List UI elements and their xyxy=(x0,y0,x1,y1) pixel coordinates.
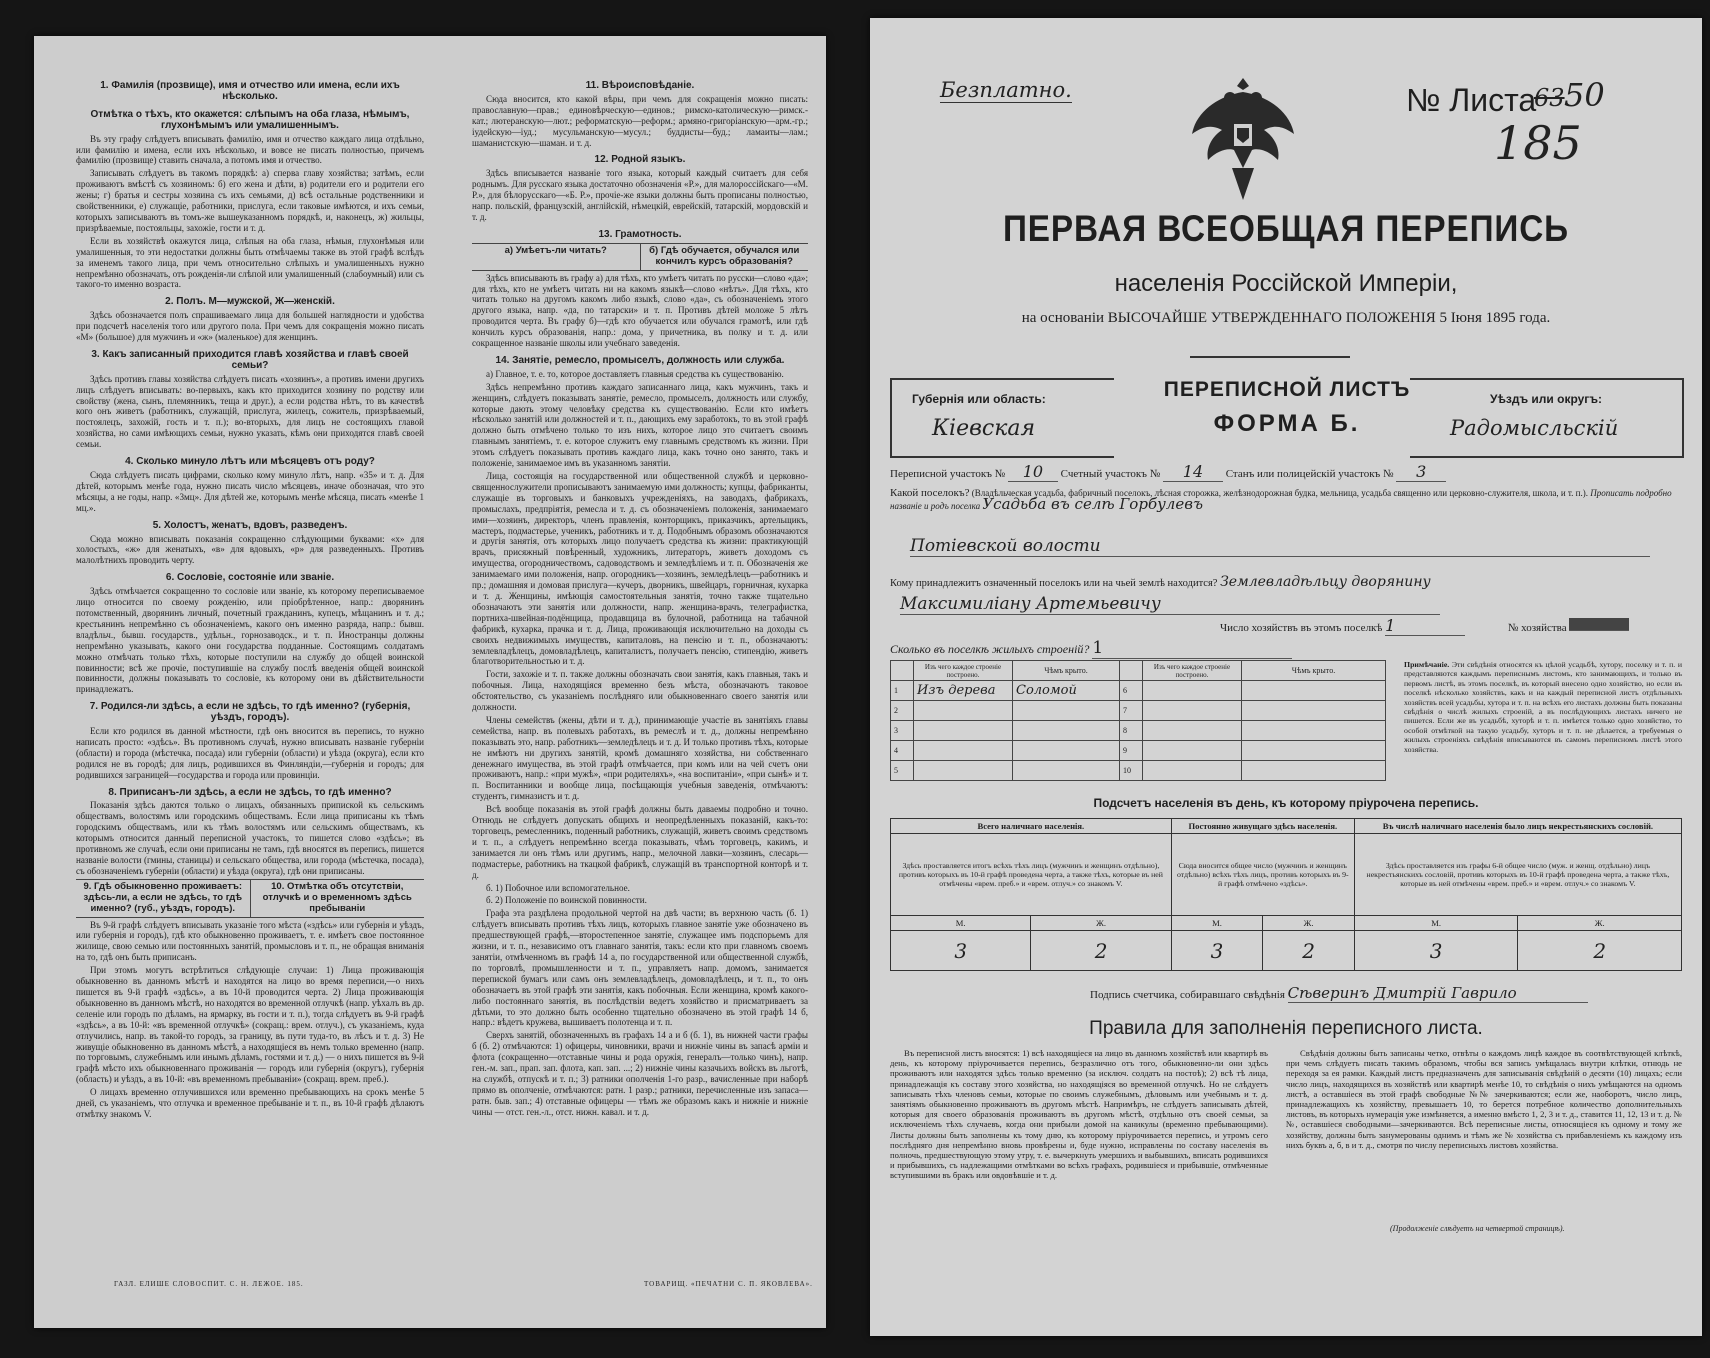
district-label: Уѣздъ или округъ: xyxy=(1490,392,1603,406)
pop-women-header: Ж. xyxy=(1518,916,1682,931)
pop-permanent-women[interactable]: 2 xyxy=(1263,931,1355,971)
empty-cell[interactable] xyxy=(1143,701,1242,721)
buildings-header-roof-1: Чѣмъ крыто. xyxy=(1013,661,1120,681)
rules-left-column: Въ переписной листъ вносятся: 1) всѣ находящіеся на лицо въ данномъ хозяйствѣ или квартирѣ въ день, къ которому пріурочивается перепись, безразлично отъ того, обыкновенно-ли они здѣсь проживаютъ или находятся здѣсь только временно (за исключ. солдатъ на постоѣ); 2) всѣ тѣ лица, принадлежащія къ составу этого хозяйства, но находящіяся во временной отлучкѣ. Но не слѣдуетъ записывать тѣхъ членовъ семьи, которые по своимъ служебнымъ, дѣловымъ или учебнымъ и т. д. занятіямъ обыкновенно проживаютъ въ другомъ мѣстѣ. Напримѣръ, не слѣдуетъ записывать дѣтей, которыя для своего образованія проживаютъ въ другомъ мѣстѣ, отдѣльно отъ своей семьи, за исключеніемъ тѣхъ случаевъ, когда они прибыли домой на каникулы (временно пребывающими). Листы должны быть заполнены къ тому дню, къ которому пріурочивается перепись, и утромъ сего послѣдняго дня непремѣнно вновь провѣрены и, буде нужно, исправлены по составу населенія въ полночь, предшествующую этому утру, т. е. вычеркнуть умершихъ и выбывшихъ, вписать родившихся и прибывшихъ, съ надлежащими отмѣтками во всѣхъ графахъ, родившіеся и прибывшіе, отмѣченные вступившими въ бракъ или овдовѣвшіе и т. д. xyxy=(890,1048,1268,1181)
pop-head-noncrestian: Въ числѣ наличнаго населенія было лицъ некрестьянскихъ сословій. xyxy=(1354,819,1681,834)
households-line xyxy=(1220,616,1629,636)
instruction-paragraph: Показанія здѣсь даются только о лицахъ, обязанныхъ припиской къ сельскимъ обществамъ, волостямъ или городскимъ обществамъ. Если лица приписаны къ тѣмъ городскимъ обществамъ, или къ тѣмъ волостямъ или сельскимъ обществамъ, къ которымъ относится данный переписной участокъ, то пишется слово «здѣсь»; въ противномъ же случаѣ, если они приписаны не тамъ, гдѣ вносятся въ перепись, пишется названіе волости (гмины, станицы) и сельскаго общества, или города (мѣстечка, посада), съ обозначеніемъ губерніи (области) и уѣзда (округа), гдѣ они приписаны. xyxy=(76,800,424,876)
printer-imprint-left: ГАЗЛ. ЕЛИШЕ СЛОВОСПИТ. С. Н. ЛЕЖОЕ. 185. xyxy=(114,1280,304,1288)
column-subheaders xyxy=(472,243,808,271)
pop-head-permanent: Постоянно живущаго здѣсь населенія. xyxy=(1171,819,1354,834)
pop-permanent-men[interactable]: 3 xyxy=(1171,931,1263,971)
rules-right-column: Свѣдѣнія должны быть записаны четко, отвѣты о каждомъ лицѣ каждое въ соотвѣтствующей клѣткѣ, при чемъ слѣдуетъ писать такимъ образомъ, чтобы вся запись умѣщалась внутри клѣтки, отнюдь не переходя за ея рамки. Каждый листъ предназначенъ для записыванія свѣдѣній о десяти (10) лицахъ; если число лицъ, находящихся въ хозяйствѣ или квартирѣ менѣе 10, то свѣдѣнія о нихъ умѣщаются на одномъ листѣ, а оставшіеся въ этой графѣ свободные №№ зачеркиваются; если же, наоборотъ, число лицъ, принадлежащихъ къ хозяйству, превышаетъ 10, то берется потребное количество дополнительныхъ листовъ, въ которыхъ нумерація уже измѣняется, а именно вмѣсто 1, 2, 3 и т. д., ставится 11, 12, 13 и т. д. №№, оставшіеся свободными—зачеркиваются. Всѣ переписные листы, относящіеся къ одному и тому же хозяйству, должны быть занумерованы однимъ и тѣмъ же № хозяйства съ прибавленіемъ къ каждому изъ нихъ буквъ а, б, в и т. д., смотря по числу переписныхъ листовъ хозяйства. xyxy=(1286,1048,1682,1150)
instruction-heading: 8. Приписанъ-ли здѣсь, а если не здѣсь, то гдѣ именно? xyxy=(108,786,392,798)
settlement-hint: (Владѣльческая усадьба, фабричный поселокъ, лѣсная сторожка, желѣзнодорожная будка, мельница, усадьба священно или церковно-служителя, школа, и т. п.). xyxy=(971,488,1588,498)
table-row-number: 4 xyxy=(891,741,914,761)
instruction-heading: 12. Родной языкъ. xyxy=(594,154,686,166)
pop-noncrestian-men[interactable]: 3 xyxy=(1354,931,1518,971)
households-label: Число хозяйствъ въ этомъ поселкѣ xyxy=(1220,622,1383,634)
settlement-block xyxy=(890,488,1680,512)
printer-imprint-right: ТОВАРИЩ. «ПЕЧАТНИ С. П. ЯКОВЛЕВА». xyxy=(644,1280,813,1288)
buildings-value[interactable]: 1 xyxy=(1092,638,1292,659)
instruction-paragraph: Здѣсь вписывають въ графу а) для тѣхъ, кто умѣетъ читать по русски—слово «да»; для тѣхъ, кто не умѣетъ читать ни на какомъ языкѣ—слово «нѣтъ». Для тѣхъ, кто читать только на другомъ какомъ либо языкѣ, слово «да», съ обозначеніемъ этого другого языка, напр. «да, по татарски» и т. п. Противъ дѣтей моложе 5 лѣтъ проводится черта. Въ графу б)—гдѣ кто обучается или обучался грамотѣ, или гдѣ кончилъ курсъ образованія, напр.: дома, у причетника, въ полку и т. д. или сокращенное названіе школы или учебнаго заведенія. xyxy=(472,272,808,349)
settlement-value-1[interactable]: Усадьба въ селѣ Горбулевъ xyxy=(982,495,1203,513)
buildings-label: Сколько въ поселкѣ жилыхъ строеній? xyxy=(890,642,1090,656)
census-plot-value[interactable]: 10 xyxy=(1008,462,1058,482)
instruction-paragraph: Если кто родился въ данной мѣстности, гдѣ онъ вносится въ перепись, то нужно написать просто: «здѣсь». Въ противномъ случаѣ, нужно вписывать названіе губерніи (области) и города (мѣстечка, посада) или губерніи (области) и уѣзда (округа), если кто родился не въ городѣ; для лицъ, родившихся въ Финляндіи,—губернія и городъ; для родившихся заграницей—государства и города или провинціи. xyxy=(76,726,424,780)
instruction-paragraph: Гости, захожіе и т. п. также должны обозначать свои занятія, какъ главныя, такъ и побочныя. Лица, находящіяся временно безъ мѣста, обозначаютъ таковое обстоятельство, съ указаніемъ послѣдняго или обыкновеннаго своего занятія или должности. xyxy=(472,669,808,713)
settlement-hint-2: Прописать подробно названіе и родъ поселка xyxy=(890,488,1672,511)
counting-plot-value[interactable]: 14 xyxy=(1163,462,1223,482)
instruction-paragraph: Здѣсь отмѣчается сокращенно то сословіе или званіе, къ которому переписываемое лицо относится по своему рожденію, или пріобрѣтенное, напр.: дворянинъ потомственный, дворянинъ личный, почетный гражданинъ, купецъ, мѣщанинъ и т. д.; крестьянинъ непремѣнно съ обозначеніемъ, какого онъ именно разряда, напр.: бывш. владѣльч., бывш. государств., удѣльн., горнозаводск., и т. п. Иностранцы должны непремѣнно указывать, какого они государства подданные. Состоящимъ солдатамъ можно отмѣчать только тѣхъ, которые поступили на службу до общей воинской повинности; всѣ же прочіе, поступившіе на службу послѣ введенія общей воинской повинности, должны показывать то сословіе, къ которому они въ дѣйствительности принадлежатъ. xyxy=(76,586,424,695)
column-subheader: 9. Гдѣ обыкновенно проживаетъ: здѣсь-ли, а если не здѣсь, то гдѣ именно? (губ., уѣздъ, городъ). xyxy=(83,880,243,914)
instruction-paragraph: Сверхъ занятій, обозначенныхъ въ графахъ 14 а и б (б. 1), въ нижней части графы б (б. 2) отмѣчаются: 1) офицеры, чиновники, врачи и нижніе чины въ запасѣ армiи и флота (сокращенно—отставные чины и рода оружія, генералъ—только чинъ), напр. ген.-м. зап., прап. зап. флота, кап. зап. ...; 2) нижніе чины казачьихъ войскъ въ льготѣ, на службѣ, отпускѣ и т. п.; 3) ратники ополченія 1-го разр., вачисленные при наборѣ прямо въ ополченіе, отмѣчаются: ратн. 1 разр.; ратники, перечисленные изъ запаса—ратн. быв. зап.; 4) отставные офицеры — тѣмъ же образомъ какъ и нижніе и нижніе чины — отст. ген.-л., отст. нижн. кавал. и т. д. xyxy=(472,1030,808,1117)
instruction-paragraph: Если въ хозяйствѣ окажутся лица, слѣпыя на оба глаза, нѣмыя, глухонѣмыя или умалишенныя, то эти недостатки должны быть отмѣчаемы также въ этой графѣ вслѣдъ за именемъ такого лица, при чемъ относительно слѣпыхъ и умалишенныхъ нужно непремѣнно обозначать, отъ рожденія-ли слѣпой или умалишенный (слабоумный) или съ такого-то именно возраста. xyxy=(76,235,424,290)
instruction-heading: 14. Занятіе, ремесло, промыселъ, должность или служба. xyxy=(495,354,785,366)
empty-cell[interactable] xyxy=(1013,701,1120,721)
empty-cell[interactable] xyxy=(1143,741,1242,761)
table-row-number: 1 xyxy=(891,681,914,701)
plots-line xyxy=(890,462,1446,482)
household-number-label: № хозяйства xyxy=(1507,622,1567,634)
settlement-label: Какой поселокъ? xyxy=(890,487,970,499)
stan-label: Станъ или полицейскій участокъ № xyxy=(1225,468,1394,480)
instruction-paragraph: Всѣ вообще показанія въ этой графѣ должны быть даваемы подробно и точно. Отнюдь не слѣдуетъ допускать общихъ и неопредѣленныхъ показаній, какъ-то: торговецъ, ремесленникъ, поденный работникъ, служащій, живетъ своимъ средствомъ и т. п., а слѣдуетъ непремѣнно всегда показывать, чѣмъ торговецъ, какимъ, и занимается ли онъ тѣмъ или другимъ, напр., мелочной лавки—хозяинъ, слесарь—подмастерье, работникъ на ткацкой фабрикѣ, служащій въ транспортной конторѣ и т. д. xyxy=(472,804,808,880)
sheet-number-struck: 63 xyxy=(1534,84,1565,112)
building-roof-cell[interactable]: Соломой xyxy=(1013,681,1120,701)
buildings-header-material-2: Изъ чего каждое строеніе построено. xyxy=(1143,661,1242,681)
pop-men-header: М. xyxy=(1171,916,1263,931)
column-subheaders xyxy=(76,879,424,918)
empty-cell[interactable] xyxy=(1013,761,1120,781)
empty-cell[interactable] xyxy=(914,721,1013,741)
sheet-type-title: ПЕРЕПИСНОЙ ЛИСТЪ xyxy=(1163,378,1411,401)
free-stamp: Безплатно. xyxy=(940,78,1072,102)
instruction-paragraph: При этомъ могутъ встрѣтиться слѣдующіе случаи: 1) Лица проживающія обыкновенно въ данномъ мѣстѣ и находятся на лицо во время переписи,—о нихъ пишется въ 9-й графѣ «здѣсь», а въ 10-й проводится черта. 2) Лица проживающія обыкновенно въ данномъ мѣстѣ, но находятся во временной отлучкѣ (напр. уѣхалъ въ др. селеніе или городъ по дѣламъ, на ярмарку, въ гости и т. п.), тогда слѣдуетъ въ 9-й графѣ «здѣсь», а въ 10-й: «въ временной отлучкѣ» (сокращ.: врем. отлуч.), съ указаніемъ, куда отлучились, напр. въ такой-то городъ, за границу, въ пути туда-то, въ лѣсъ и т. д. 3) Не живущіе обыкновенно въ данномъ мѣстѣ, а находящіеся въ немъ только временно (напр. по торговымъ, служебнымъ или инымъ дѣламъ, гостями и т. д.) — о нихъ пишется въ 9-й графѣ мѣсто ихъ обыкновеннаго проживанія — городъ или губернія (округъ), губернія (область) и уѣздъ, а въ 10-й: «въ временномъ пребываніи» (сокращ. врем. преб.). xyxy=(76,965,424,1085)
instruction-paragraph: О лицахъ временно отлучившихся или временно пребывающихъ на срокъ менѣе 5 дней, съ указаніемъ, что отлучка и временное пребываніе и т. п., въ 10-й графѣ дѣлаютъ отмѣтку знакомъ V. xyxy=(76,1087,424,1119)
form-legal-basis: на основаніи ВЫСОЧАЙШЕ УТВЕРЖДЕННАГО ПОЛОЖЕНІЯ 5 Іюня 1895 года. xyxy=(1021,310,1551,326)
empty-cell[interactable] xyxy=(914,741,1013,761)
pop-men-header: М. xyxy=(1354,916,1518,931)
instruction-paragraph: б. 1) Побочное или вспомогательное. xyxy=(486,882,630,893)
empty-cell[interactable] xyxy=(1242,701,1386,721)
sheet-form-b: ФОРМА Б. xyxy=(1213,410,1361,437)
settlement-value-2[interactable]: Потіевской волости xyxy=(910,536,1650,557)
table-row-number: 5 xyxy=(891,761,914,781)
signature-value[interactable]: Сѣверинъ Дмитрій Гаврило xyxy=(1288,984,1588,1003)
empty-cell[interactable] xyxy=(1143,761,1242,781)
pop-women-header: Ж. xyxy=(1031,916,1171,931)
buildings-table xyxy=(890,660,1386,781)
column-subheader: б) Гдѣ обучается, обучался или кончилъ курсъ образованія? xyxy=(640,244,809,270)
table-row-number: 10 xyxy=(1120,761,1143,781)
instruction-heading: 13. Грамотность. xyxy=(598,228,682,240)
instruction-paragraph: Графа эта раздѣлена продольной чертой на двѣ части; въ верхнюю часть (б. 1) слѣдуетъ вписывать противъ тѣхъ лицъ, которыхъ главное занятіе уже обозначено въ предшествующей графѣ,—второстепенное занятіе, служащее имъ подспорьемъ для жизни, и т. п., независимо отъ главнаго занятія, такъ: если кто при главномъ своемъ занятіи, отмѣченномъ въ графѣ 14 а, по государственной или общественной службѣ, по торговлѣ, промышленности и т. п., управляетъ напр. домомъ, занимается перепиской бумагъ или самъ онъ землевладѣлецъ, домовладѣлецъ, и т. п., то онъ обозначаетъ въ этой графѣ эти занятія, какъ побочныя. Если женщина, кромѣ какого-либо постояннаго занятія, въ послѣдствіи ведетъ хозяйство и присматриваетъ за дѣтьми, то это должно быть особенно тщательно обозначено въ этой графѣ 14 б, напр.: вѣдетъ кружева, вышиваетъ полотенца и т. п. xyxy=(472,908,808,1028)
rules-title: Правила для заполненія переписного листа. xyxy=(1089,1018,1483,1039)
province-value[interactable]: Кіевская xyxy=(932,416,1036,441)
owner-value-2[interactable]: Максимиліану Артемьевичу xyxy=(900,594,1440,615)
instruction-heading: 5. Холостъ, женатъ, вдовъ, разведенъ. xyxy=(152,519,348,531)
household-number-value[interactable] xyxy=(1569,618,1629,631)
empty-cell[interactable] xyxy=(1013,741,1120,761)
pop-women-header: Ж. xyxy=(1263,916,1355,931)
buildings-note xyxy=(1404,660,1682,754)
instruction-heading: 2. Полъ. М—мужской, Ж—женскій. xyxy=(165,296,335,308)
census-plot-label: Переписной участокъ № xyxy=(890,468,1006,480)
population-count-title: Подсчетъ населенія въ день, къ которому пріурочена перепись. xyxy=(1093,796,1479,810)
instruction-paragraph: Здѣсь противъ главы хозяйства слѣдуетъ писать «хозяинъ», а противъ имени другихъ лицъ слѣдуетъ вписывать: во-первыхъ, какъ кто приходится хозяину по родству или свойству (жена, сынъ, племянникъ, теща и друг.), а если родства нѣтъ, то въ качествѣ кого онъ живетъ (работникъ, служащій, прислуга, жилецъ, сожитель, призрѣваемый, постоялецъ, захожій, гость и т. п.); во-вторыхъ, для лицъ не состоящихъ главой хозяйства, но сами имѣющихъ семьи, нужно указать, кѣмъ они приходятся главѣ своей семьи. xyxy=(76,373,424,450)
empty-cell[interactable] xyxy=(1242,741,1386,761)
column-subheader: 10. Отмѣтка объ отсутствіи, отлучкѣ и о временномъ здѣсь пребываніи xyxy=(250,880,425,917)
instruction-paragraph: Записывать слѣдуетъ въ такомъ порядкѣ: а) сперва главу хозяйства; затѣмъ, если проживаютъ вмѣстѣ съ хозяиномъ: б) его жена и дѣти, в) родители его и родители его жены; г) братья и сестры хозяина съ ихъ семьями, д) всѣ остальные родственники и свойственники, е) служащіе, работники, прислуга, если таковые имѣются, и ихъ семьи, которыхъ записываютъ въ томъ-же вышеуказанномъ порядкѣ, и, наконецъ, ж) жильцы, призрѣваемые, постояльцы, захожіе, гости и т. д. xyxy=(76,168,424,233)
signature-label: Подпись счетчика, собиравшаго свѣдѣнія xyxy=(1090,989,1285,1001)
empty-cell[interactable] xyxy=(914,701,1013,721)
households-value[interactable]: 1 xyxy=(1385,616,1465,636)
sheet-number-secondary: 185 xyxy=(1494,116,1582,170)
form-subtitle: населенія Россійской Имперіи, xyxy=(1114,270,1458,297)
instruction-paragraph: Сюда можно вписывать показанія сокращенно слѣдующими буквами: «х» для холостыхъ, «ж» для женатыхъ, «в» для вдовыхъ, «р» для разведенныхъ. Противъ малолѣтнихъ проводить черту. xyxy=(76,533,424,566)
building-material-cell[interactable]: Изъ дерева xyxy=(914,681,1013,701)
sheet-number-value: 50 xyxy=(1564,76,1605,114)
note-title: Примѣчаніе. xyxy=(1404,660,1450,669)
empty-cell[interactable] xyxy=(914,761,1013,781)
sheet-number-label: № Листа xyxy=(1406,82,1537,118)
double-eagle-emblem xyxy=(1188,72,1298,202)
buildings-header-roof-2: Чѣмъ крыто. xyxy=(1242,661,1386,681)
owner-label: Кому принадлежитъ означенный поселокъ или на чьей землѣ находится? xyxy=(890,578,1218,589)
district-box xyxy=(1410,378,1684,458)
pop-total-men[interactable]: 3 xyxy=(891,931,1031,971)
instruction-paragraph: Въ эту графу слѣдуетъ вписывать фамилію, имя и отчество каждаго лица отдѣльно, или фамилію и имена, если ихъ нѣсколько, и вовсе не писать полностью, причемъ фамилію (прозвище) ставить сначала, а потомъ имя и отчество. xyxy=(76,133,424,166)
province-box xyxy=(890,378,1114,458)
empty-cell[interactable] xyxy=(1013,721,1120,741)
counting-plot-label: Счетный участокъ № xyxy=(1060,468,1161,480)
instruction-heading: 6. Сословіе, состояніе или званіе. xyxy=(165,572,335,584)
province-label: Губернія или область: xyxy=(912,392,1046,406)
pop-text-permanent: Сюда вносится общее число (мужчинъ и женщинъ отдѣльно) всѣхъ тѣхъ лицъ, противъ которыхъ въ 9-й графѣ отмѣчено «здѣсь». xyxy=(1171,834,1354,916)
pop-head-total: Всего наличнаго населенія. xyxy=(891,819,1172,834)
instruction-heading: 4. Сколько минуло лѣтъ или мѣсяцевъ отъ роду? xyxy=(125,456,375,468)
instruction-heading: 3. Какъ записанный приходится главѣ хозяйства и главѣ своей семьи? xyxy=(91,348,409,371)
buildings-header-material-1: Изъ чего каждое строеніе построено. xyxy=(914,661,1013,681)
pop-text-total: Здѣсь проставляется итогъ всѣхъ тѣхъ лицъ (мужчинъ и женщинъ отдѣльно), противъ которыхъ въ 10-й графѣ проведена черта, а также тѣхъ, которые въ ней отмѣчены «врем. преб.» и «врем. отлуч.» со знакомъ V. xyxy=(891,834,1172,916)
table-row-number: 2 xyxy=(891,701,914,721)
instruction-paragraph: Здѣсь вписывается названіе того языка, который каждый считаетъ для себя роднымъ. Для русскаго языка достаточно обозначенія «Р.», для малороссійскаго—«М. Р.», для бѣлорусскаго—«Б. Р.», прочіе-же языки должны быть прописаны полностью, напр. польскій, французскій, англійскій, нѣмецкій, еврейскій, татарскій, мордовскій и т. д. xyxy=(472,168,808,222)
empty-cell[interactable] xyxy=(1242,721,1386,741)
rules-continued: (Продолженіе слѣдуетъ на четвертой страницѣ). xyxy=(1390,1224,1565,1233)
instruction-paragraph: Сюда слѣдуетъ писать цифрами, сколько кому минуло лѣтъ, напр. «35» и т. д. Для дѣтей, которымъ менѣе года, нужно писать число мѣсяцевъ, иначе обозначая, что это мѣсяцы, а не годы, напр. «3мц». Для дѣтей же, которымъ менѣе мѣсяца, писать «менѣе 1 мц.». xyxy=(76,470,424,513)
empty-cell[interactable] xyxy=(1242,681,1386,701)
table-row-number: 3 xyxy=(891,721,914,741)
empty-cell[interactable] xyxy=(1143,721,1242,741)
instruction-heading: Отмѣтка о тѣхъ, кто окажется: слѣпымъ на оба глаза, нѣмымъ, глухонѣмымъ или умалишеннымъ. xyxy=(90,108,410,131)
census-form-page xyxy=(870,18,1702,1336)
table-row-number: 7 xyxy=(1120,701,1143,721)
instruction-paragraph: а) Главное, т. е. то, которое доставляетъ главныя средства къ существованію. xyxy=(486,368,784,379)
table-row-number: 6 xyxy=(1120,681,1143,701)
instruction-paragraph: Лица, состоящія на государственной или общественной службѣ и церковно-священнослужители прописываютъ занимаемую ими должность; купцы, фабриканты, служащіе въ торговыхъ и банковыхъ учрежденіяхъ, на заводахъ, фабрикахъ, промыслахъ, предпріятія, ремесла и т. д. съ обозначеніемъ положенія, занимаемаго ими—хозяинъ, директоръ, членъ правленія, конторщикъ, приказчикъ, артельщикъ, мастеръ, подмастерье, ученикъ, работникъ и т. д. Подобнымъ образомъ обозначаются и другія занятія, отъ которыхъ лицо получаетъ средства къ жизни: практикующій врачъ, присяжный повѣренный, художникъ, литераторъ, живетъ доходомъ съ имущества, огородничествомъ, садоводствомъ и земледѣліемъ и т. п. Обозначенія же занимаемаго ими положенія, напр. огородникъ—хозяинъ, земледѣлецъ—работникъ и пр.; домашняя и домовая прислуга—кучеръ, дворникъ, швейцаръ, горничная, кухарка и т. д. Женщины, имѣющія самостоятельныя занятія, точно также тщательно обозначаютъ эти занятія или должности, напр. женщина-врачъ, телеграфистка, портниха-швейная-подёнщица, продавщица въ булочной, работница на табачной фабрикѣ, кухарка, прачка и т. д. Лица, проживающія исключительно на доходы съ своихъ недвижимыхъ имуществъ, капиталовъ, на пенсію и т. п., обозначаютъ: землевладѣлецъ, домовладѣлецъ, капиталистъ, получаетъ пенсію, стипендію, живетъ благотворительностью и т. д. xyxy=(472,471,808,667)
owner-value-1[interactable]: Землевладѣльцу дворянину xyxy=(1220,574,1431,590)
instruction-paragraph: б. 2) Положеніе по воинской повинности. xyxy=(486,895,647,906)
stan-value[interactable]: 3 xyxy=(1396,462,1446,482)
owner-block xyxy=(890,574,1431,590)
instruction-heading: 11. Вѣроисповѣданіе. xyxy=(585,80,695,91)
pop-men-header: М. xyxy=(891,916,1031,931)
table-row-number: 8 xyxy=(1120,721,1143,741)
pop-text-noncrestian: Здѣсь проставляется изъ графы 6-й общее число (муж. и женщ. отдѣльно) лицъ некрестьянскихъ сословій, противъ которыхъ въ 10-й графѣ проведена черта, а также тѣхъ, которые въ ней отмѣчены «врем. преб.» и «врем. отлуч.» со знакомъ V. xyxy=(1354,834,1681,916)
empty-cell[interactable] xyxy=(1242,761,1386,781)
left-page xyxy=(34,36,826,1328)
title-divider xyxy=(1190,356,1350,358)
column-subheader: а) Умѣетъ-ли читать? xyxy=(504,244,607,256)
buildings-line xyxy=(890,638,1292,659)
instruction-heading: 1. Фамилія (прозвище), имя и отчество или имена, если ихъ нѣсколько. xyxy=(100,80,400,102)
instruction-paragraph: Сюда вносится, кто какой вѣры, при чемъ для сокращенія можно писать: православную—прав.; единовѣрческую—единов.; римско-католическую—римск.-кат.; лютеранскую—лют.; реформатскую—реформ.; армяно-григоріанскую—арм.-гр.; іудейскую—іуд.; мусульманскую—мусул.; буддисты—буд.; ламаиты—лам.; шаманистскую—шаман. и т. д. xyxy=(472,93,808,148)
pop-noncrestian-women[interactable]: 2 xyxy=(1518,931,1682,971)
instruction-paragraph: Члены семействъ (жены, дѣти и т. д.), принимающіе участіе въ занятіяхъ главы семейства, напр. въ полевыхъ работахъ, въ ремеслѣ и т. д., должны непремѣнно показывать это, напр. работникъ—земледѣлецъ и т. д. И только противъ тѣхъ, которые не имѣютъ ни другихъ занятій, кромѣ домашняго хозяйства, ни собственнаго денежнаго имущества, въ этой графѣ отмѣчается, при комъ или на чей счетъ они проживаютъ, напр.: «при мужѣ», «при родителяхъ», «на воспитаніи», «при сынѣ» и т. п. Воспитанники и вообще лица, посѣщающія учебныя заведенія, отмѣчаютъ: студентъ, гимназистъ и т. д. xyxy=(472,714,808,802)
note-text: Эти свѣдѣнія относятся къ цѣлой усадьбѣ, хутору, поселку и т. п. и представляются каждымъ переписнымъ листомъ, кто занимающихъ, и только въ первомъ листѣ, въ этомъ поселкѣ, въ который внесено одно хозяйство, но если въ поселкѣ нѣсколько хозяйствъ, какъ и на каждый переписной листъ отдѣльныхъ хозяйствъ всей усадьбы, хутора и т. п. на всѣхъ его листахъ должны быть показаны свѣдѣнія о числѣ жилыхъ строеній, а въ послѣдующихъ листахъ ничего не пишется. Если же въ усадьбѣ, хуторѣ и т. п. имѣется только одно хозяйство, то особой отмѣткой на такую усадьбу, хуторъ и т. п. не дѣлается, а требуемыя о жилыхъ строеніяхъ свѣдѣнія вписываются въ самомъ переписномъ листѣ этого хозяйства. xyxy=(1404,660,1682,754)
district-value[interactable]: Радомысльскій xyxy=(1450,416,1619,440)
table-row-number: 9 xyxy=(1120,741,1143,761)
population-table xyxy=(890,818,1682,971)
empty-cell[interactable] xyxy=(1143,681,1242,701)
pop-total-women[interactable]: 2 xyxy=(1031,931,1171,971)
instructions-column-2 xyxy=(472,74,808,1120)
instruction-heading: 7. Родился-ли здѣсь, а если не здѣсь, то гдѣ именно? (губернія, уѣздъ, городъ). xyxy=(89,701,411,724)
instruction-paragraph: Въ 9-й графѣ слѣдуетъ вписывать указаніе того мѣста («здѣсь» или губернія и уѣздъ, или губернія и городъ), гдѣ кто обыкновенно проживаетъ, т. е. имѣетъ свое постоянное жилище, свою семью или постоянныхъ занятій, промысловъ и т. п., не обращая вниманія на то, гдѣ онъ быть приписанъ. xyxy=(76,919,424,963)
form-title: ПЕРВАЯ ВСЕОБЩАЯ ПЕРЕПИСЬ xyxy=(1002,208,1570,249)
signature-line xyxy=(1090,984,1588,1003)
instruction-paragraph: Здѣсь обозначается полъ спрашиваемаго лица для большей наглядности и удобства при подсчетѣ населенія того или другого пола. При чемъ для сокращенія можно писать «М» (большое) для мужчинъ и «ж» (маленькое) для женщинъ. xyxy=(76,310,424,343)
instruction-paragraph: Здѣсь непремѣнно противъ каждаго записаннаго лица, какъ мужчинъ, такъ и женщинъ, слѣдуетъ показывать занятіе, ремесло, промыселъ, должность или службу, которые дають этому человѣку средства къ существованію. Если кто имѣетъ нѣсколько занятій или должностей и т. п., дающихъ ему заработокъ, то въ этой графѣ должно быть отмѣчено только то изъ нихъ, которое лицо это считаетъ своимъ главнымъ занятіемъ, т. е. которое служитъ ему главнымъ средствомъ къ жизни. При этомъ слѣдуетъ показывать противъ каждаго лица, какъ точно оно занято, такъ и положеніе, занимаемое имъ въ указанномъ занятіи. xyxy=(472,381,808,469)
instructions-column-1 xyxy=(76,74,424,1122)
